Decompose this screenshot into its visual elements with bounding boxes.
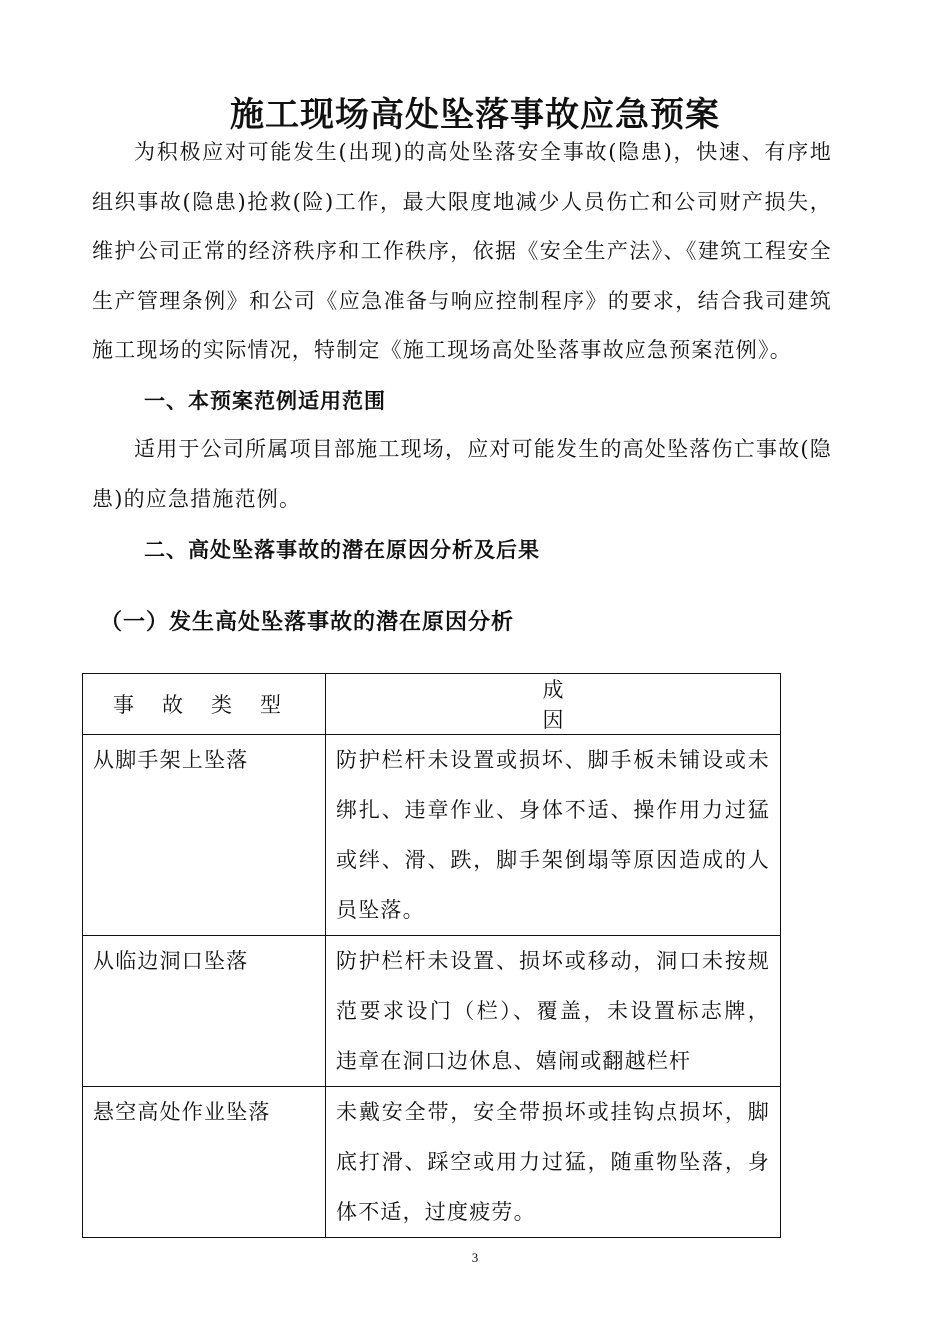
section-heading-causes: 二、高处坠落事故的潜在原因分析及后果 [144,538,540,562]
document-title: 施工现场高处坠落事故应急预案 [230,94,720,135]
page-number: 3 [471,1250,479,1265]
accident-type-cell: 从临边洞口坠落 [83,936,326,1087]
cause-cell: 未戴安全带，安全带损坏或挂钩点损坏，脚底打滑、踩空或用力过猛，随重物坠落，身体不适，过度疲劳。 [326,1087,781,1238]
accident-type-cell: 悬空高处作业坠落 [83,1087,326,1238]
table-header-row [83,674,781,735]
table-row [83,1087,781,1238]
header-cause: 成因 [326,674,781,735]
header-accident-type: 事故类型 [83,674,326,735]
cause-cell: 防护栏杆未设置或损坏、脚手板未铺设或未绑扎、违章作业、身体不适、操作用力过猛或绊、滑、跌，脚手架倒塌等原因造成的人员坠落。 [326,735,781,936]
cause-cell: 防护栏杆未设置、损坏或移动，洞口未按规范要求设门（栏）、覆盖，未设置标志牌， 违章在洞口边休息、嬉闹或翻越栏杆 [326,936,781,1087]
subsection-heading-cause-analysis: （一）发生高处坠落事故的潜在原因分析 [100,609,515,635]
table-row [83,735,781,936]
table-row [83,936,781,1087]
cause-analysis-table [82,673,781,1238]
scope-paragraph: 适用于公司所属项目部施工现场，应对可能发生的高处坠落伤亡事故(隐患)的应急措施范例。 [92,437,832,511]
accident-type-cell: 从脚手架上坠落 [83,735,326,936]
intro-paragraph: 为积极应对可能发生(出现)的高处坠落安全事故(隐患)，快速、有序地组织事故(隐患)抢救(险)工作，最大限度地减少人员伤亡和公司财产损失，维护公司正常的经济秩序和工作秩序，依据《安全生产法》、《建筑工程安全生产管理条例》和公司《应急准备与响应控制程序》的要求，结合我司建筑施工现场的实际情况，特制定《施工现场高处坠落事故应急预案范例》。 [92,140,832,362]
section-heading-scope: 一、本预案范例适用范围 [144,389,386,413]
